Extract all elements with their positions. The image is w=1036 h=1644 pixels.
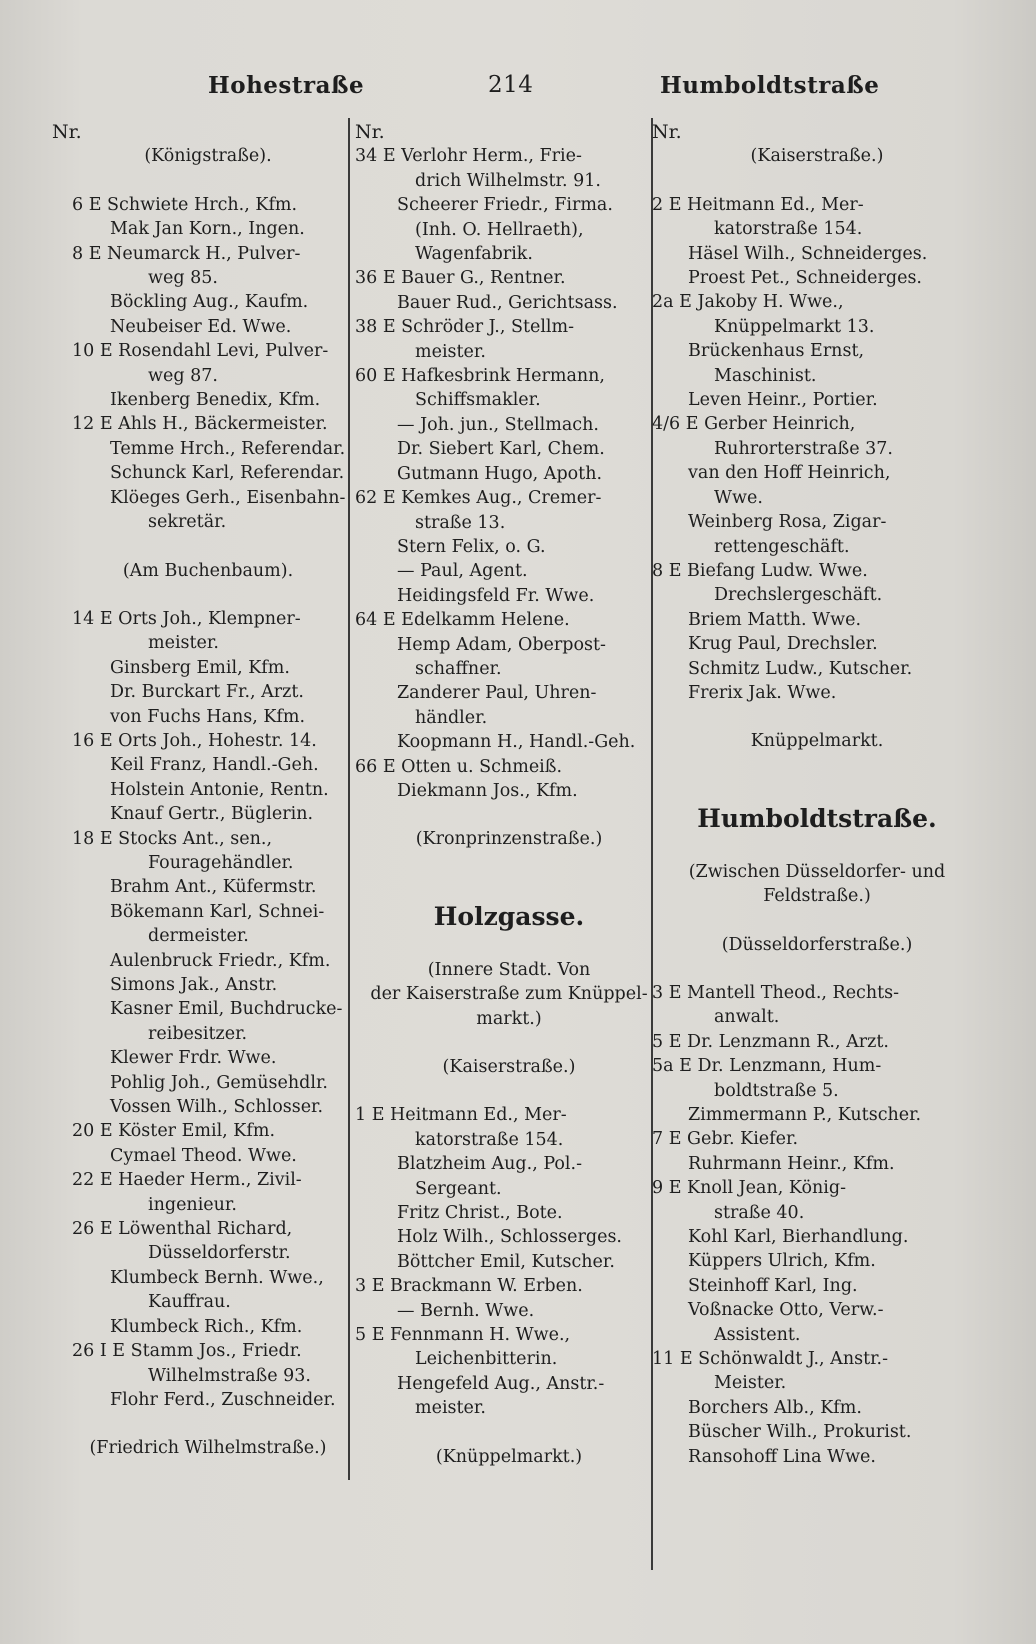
- directory-entry: Pohlig Joh., Gemüsehdlr.: [110, 1072, 328, 1093]
- entry-continuation: Wagenfabrik.: [415, 244, 533, 265]
- spacer: [52, 169, 364, 193]
- directory-entry: Hengefeld Aug., Anstr.-: [397, 1373, 605, 1394]
- section-heading: markt.): [476, 1008, 542, 1029]
- directory-entry: Ikenberg Benedix, Kfm.: [110, 390, 321, 411]
- directory-entry: Zanderer Paul, Uhren-: [397, 683, 597, 704]
- entry-continuation: dermeister.: [148, 926, 249, 947]
- entry-continuation: Drechslergeschäft.: [714, 585, 883, 606]
- directory-entry: Keil Franz, Handl.-Geh.: [110, 755, 319, 776]
- directory-entry: Holstein Antonie, Rentn.: [110, 779, 329, 800]
- section-heading: Knüppelmarkt.: [750, 731, 884, 752]
- section-heading: (Zwischen Düsseldorfer- und: [688, 861, 946, 882]
- directory-entry: 26 E Löwenthal Richard,: [72, 1219, 293, 1240]
- entry-continuation: weg 85.: [148, 268, 218, 289]
- directory-entry: 62 E Kemkes Aug., Cremer-: [355, 488, 602, 509]
- directory-entry: Ginsberg Emil, Kfm.: [110, 657, 290, 678]
- directory-entry: Häsel Wilh., Schneiderges.: [688, 243, 928, 264]
- directory-entry: Voßnacke Otto, Verw.-: [688, 1300, 884, 1321]
- spacer: [652, 957, 982, 981]
- entry-continuation: meister.: [415, 1398, 486, 1419]
- directory-entry: Kohl Karl, Bierhandlung.: [688, 1227, 909, 1248]
- directory-entry: Klumbeck Bernh. Wwe.,: [110, 1267, 324, 1288]
- directory-entry: Fritz Christ., Bote.: [397, 1203, 563, 1224]
- directory-entry: Brahm Ant., Küfermstr.: [110, 877, 317, 898]
- directory-entry: 8 E Neumarck H., Pulver-: [72, 243, 301, 264]
- directory-entry: Böttcher Emil, Kutscher.: [397, 1251, 615, 1272]
- section-heading: (Kaiserstraße.): [442, 1057, 576, 1077]
- entry-continuation: Maschinist.: [714, 365, 817, 386]
- entry-continuation: meister.: [148, 633, 219, 654]
- entry-continuation: Leichenbitterin.: [415, 1349, 558, 1370]
- street-title: Holzgasse.: [433, 901, 585, 931]
- section-heading: (Königstraße).: [144, 146, 272, 167]
- directory-entry: Klewer Frdr. Wwe.: [110, 1048, 277, 1069]
- directory-entry: 5 E Fennmann H. Wwe.,: [355, 1325, 571, 1346]
- right-header: Humboldtstraße: [660, 72, 880, 99]
- directory-entry: — Bernh. Wwe.: [397, 1300, 535, 1321]
- column-2: [355, 120, 663, 1469]
- spacer: [52, 1412, 364, 1436]
- directory-entry: Diekmann Jos., Kfm.: [397, 780, 578, 801]
- entry-continuation: meister.: [415, 341, 486, 362]
- directory-entry: Steinhoff Karl, Ing.: [688, 1275, 858, 1296]
- directory-entry: — Joh. jun., Stellmach.: [397, 414, 599, 435]
- directory-entry: Küppers Ulrich, Kfm.: [688, 1251, 876, 1272]
- entry-continuation: Schiffsmakler.: [415, 390, 541, 411]
- spacer: [652, 836, 982, 860]
- directory-entry: 5a E Dr. Lenzmann, Hum-: [652, 1056, 882, 1077]
- column-1: [52, 120, 364, 1461]
- entry-continuation: Ruhrorterstraße 37.: [714, 438, 893, 459]
- entry-continuation: händler.: [415, 707, 488, 728]
- directory-entry: von Fuchs Hans, Kfm.: [110, 706, 306, 727]
- section-heading: (Am Buchenbaum).: [122, 560, 294, 581]
- left-header: Hohestraße: [208, 72, 365, 99]
- directory-entry: Koopmann H., Handl.-Geh.: [397, 732, 636, 753]
- spacer: [355, 852, 663, 876]
- spacer: [355, 1421, 663, 1445]
- directory-entry: Stern Felix, o. G.: [397, 536, 546, 557]
- section-heading: (Kronprinzenstraße.): [415, 829, 603, 850]
- spacer: [52, 535, 364, 559]
- entry-continuation: Düsseldorferstr.: [148, 1243, 291, 1264]
- directory-entry: Dr. Burckart Fr., Arzt.: [110, 682, 304, 703]
- directory-entry: Ruhrmann Heinr., Kfm.: [688, 1153, 895, 1174]
- directory-entry: Gutmann Hugo, Apoth.: [397, 463, 603, 484]
- directory-entry: Klumbeck Rich., Kfm.: [110, 1316, 303, 1337]
- section-heading: (Friedrich Wilhelmstraße.): [89, 1438, 327, 1459]
- directory-entry: Borchers Alb., Kfm.: [688, 1397, 862, 1418]
- directory-entry: Dr. Siebert Karl, Chem.: [397, 439, 605, 460]
- directory-entry: Mak Jan Korn., Ingen.: [110, 219, 305, 240]
- directory-entry: Kasner Emil, Buchdrucke-: [110, 999, 343, 1020]
- directory-entry: 8 E Biefang Ludw. Wwe.: [652, 560, 868, 581]
- spacer: [652, 705, 982, 729]
- number-column-label: Nr.: [652, 121, 682, 143]
- directory-entry: 3 E Mantell Theod., Rechts-: [652, 982, 900, 1003]
- entry-continuation: (Inh. O. Hellraeth),: [415, 219, 584, 240]
- entry-continuation: weg 87.: [148, 365, 218, 386]
- directory-entry: Klöeges Gerh., Eisenbahn-: [110, 487, 346, 508]
- directory-entry: 16 E Orts Joh., Hohestr. 14.: [72, 730, 317, 751]
- spacer: [355, 934, 663, 958]
- directory-entry: 36 E Bauer G., Rentner.: [355, 268, 566, 289]
- entry-continuation: schaffner.: [415, 658, 502, 679]
- directory-entry: 64 E Edelkamm Helene.: [355, 610, 570, 631]
- directory-entry: Büscher Wilh., Prokurist.: [688, 1422, 912, 1443]
- entry-continuation: katorstraße 154.: [714, 219, 863, 240]
- entry-continuation: Kauffrau.: [148, 1292, 231, 1313]
- section-heading: (Innere Stadt. Von: [427, 959, 591, 980]
- directory-entry: 38 E Schröder J., Stellm-: [355, 317, 575, 338]
- directory-entry: 14 E Orts Joh., Klempner-: [72, 608, 301, 629]
- directory-entry: 22 E Haeder Herm., Zivil-: [72, 1170, 302, 1191]
- spacer: [355, 1079, 663, 1103]
- entry-continuation: drich Wilhelmstr. 91.: [415, 170, 601, 191]
- entry-continuation: rettengeschäft.: [714, 536, 850, 557]
- number-column-label: Nr.: [355, 121, 385, 143]
- directory-entry: Weinberg Rosa, Zigar-: [688, 512, 887, 533]
- entry-continuation: reibesitzer.: [148, 1023, 248, 1044]
- entry-continuation: Assistent.: [714, 1324, 801, 1345]
- section-heading: (Düsseldorferstraße.): [721, 934, 913, 955]
- directory-entry: 7 E Gebr. Kiefer.: [652, 1129, 799, 1150]
- directory-entry: Aulenbruck Friedr., Kfm.: [110, 950, 331, 971]
- directory-entry: 5 E Dr. Lenzmann R., Arzt.: [652, 1031, 889, 1052]
- entry-continuation: Meister.: [714, 1373, 787, 1394]
- directory-entry: Flohr Ferd., Zuschneider.: [110, 1389, 336, 1410]
- directory-entry: Cymael Theod. Wwe.: [110, 1145, 297, 1166]
- directory-entry: Scheerer Friedr., Firma.: [397, 195, 613, 216]
- directory-entry: 66 E Otten u. Schmeiß.: [355, 756, 563, 777]
- page-number: 214: [488, 72, 534, 98]
- entry-continuation: Wilhelmstraße 93.: [148, 1365, 311, 1386]
- directory-entry: Neubeiser Ed. Wwe.: [110, 316, 292, 337]
- spacer: [52, 583, 364, 607]
- directory-entry: Bökemann Karl, Schnei-: [110, 901, 325, 922]
- section-heading: (Kaiserstraße.): [750, 146, 884, 167]
- entry-continuation: ingenieur.: [148, 1194, 237, 1215]
- directory-entry: Brückenhaus Ernst,: [688, 341, 865, 362]
- directory-entry: Proest Pet., Schneiderges.: [688, 268, 922, 289]
- entry-continuation: boldtstraße 5.: [714, 1080, 839, 1101]
- directory-entry: 6 E Schwiete Hrch., Kfm.: [72, 194, 298, 215]
- directory-entry: 9 E Knoll Jean, König-: [652, 1178, 846, 1199]
- directory-entry: 2 E Heitmann Ed., Mer-: [652, 194, 864, 215]
- directory-entry: Holz Wilh., Schlosserges.: [397, 1227, 622, 1248]
- directory-entry: Simons Jak., Anstr.: [110, 975, 278, 995]
- directory-entry: Böckling Aug., Kaufm.: [110, 292, 309, 313]
- spacer: [652, 754, 982, 778]
- directory-entry: Schunck Karl, Referendar.: [110, 463, 345, 484]
- directory-entry: 11 E Schönwaldt J., Anstr.-: [652, 1349, 889, 1370]
- spacer: [652, 169, 982, 193]
- directory-entry: 18 E Stocks Ant., sen.,: [72, 828, 273, 849]
- directory-entry: 2a E Jakoby H. Wwe.,: [652, 292, 844, 313]
- number-column-label: Nr.: [52, 121, 82, 143]
- entry-continuation: anwalt.: [714, 1007, 780, 1028]
- spacer: [652, 909, 982, 933]
- directory-entry: 4/6 E Gerber Heinrich,: [652, 414, 856, 435]
- directory-entry: Zimmermann P., Kutscher.: [688, 1105, 922, 1125]
- column-3: [652, 120, 982, 1469]
- spacer: [355, 803, 663, 827]
- directory-entry: — Paul, Agent.: [397, 561, 528, 582]
- directory-entry: Knauf Gertr., Büglerin.: [110, 804, 314, 825]
- directory-entry: van den Hoff Heinrich,: [688, 463, 891, 484]
- directory-entry: Leven Heinr., Portier.: [688, 390, 878, 411]
- entry-continuation: Wwe.: [714, 487, 763, 508]
- entry-continuation: katorstraße 154.: [415, 1129, 564, 1150]
- directory-entry: Schmitz Ludw., Kutscher.: [688, 658, 913, 679]
- directory-entry: Temme Hrch., Referendar.: [110, 438, 346, 459]
- directory-entry: 60 E Hafkesbrink Hermann,: [355, 366, 605, 387]
- section-heading: Feldstraße.): [763, 886, 871, 907]
- section-heading: der Kaiserstraße zum Knüppel-: [370, 984, 648, 1005]
- entry-continuation: Knüppelmarkt 13.: [714, 316, 875, 337]
- directory-entry: 1 E Heitmann Ed., Mer-: [355, 1105, 567, 1126]
- section-heading: (Knüppelmarkt.): [435, 1446, 583, 1467]
- street-title: Humboldtstraße.: [697, 803, 937, 833]
- directory-entry: Ransohoff Lina Wwe.: [688, 1446, 876, 1467]
- directory-entry: Heidingsfeld Fr. Wwe.: [397, 585, 595, 606]
- entry-continuation: straße 13.: [415, 512, 506, 533]
- entry-continuation: sekretär.: [148, 512, 227, 533]
- entry-continuation: Sergeant.: [415, 1178, 502, 1199]
- entry-continuation: Fouragehändler.: [148, 852, 294, 873]
- directory-entry: Hemp Adam, Oberpost-: [397, 634, 606, 655]
- spacer: [652, 778, 982, 802]
- directory-entry: Blatzheim Aug., Pol.-: [397, 1154, 582, 1175]
- directory-entry: Vossen Wilh., Schlosser.: [110, 1097, 324, 1118]
- directory-entry: 3 E Brackmann W. Erben.: [355, 1276, 583, 1297]
- directory-entry: Frerix Jak. Wwe.: [688, 682, 837, 703]
- directory-entry: 12 E Ahls H., Bäckermeister.: [72, 414, 328, 435]
- directory-entry: Briem Matth. Wwe.: [688, 609, 862, 630]
- directory-entry: 10 E Rosendahl Levi, Pulver-: [72, 341, 329, 362]
- directory-entry: 26 I E Stamm Jos., Friedr.: [72, 1341, 302, 1362]
- spacer: [355, 876, 663, 900]
- directory-entry: Bauer Rud., Gerichtsass.: [397, 292, 618, 313]
- entry-continuation: straße 40.: [714, 1202, 805, 1223]
- spacer: [355, 1031, 663, 1055]
- directory-entry: 34 E Verlohr Herm., Frie-: [355, 146, 582, 167]
- directory-entry: Krug Paul, Drechsler.: [688, 634, 878, 655]
- directory-entry: 20 E Köster Emil, Kfm.: [72, 1121, 276, 1142]
